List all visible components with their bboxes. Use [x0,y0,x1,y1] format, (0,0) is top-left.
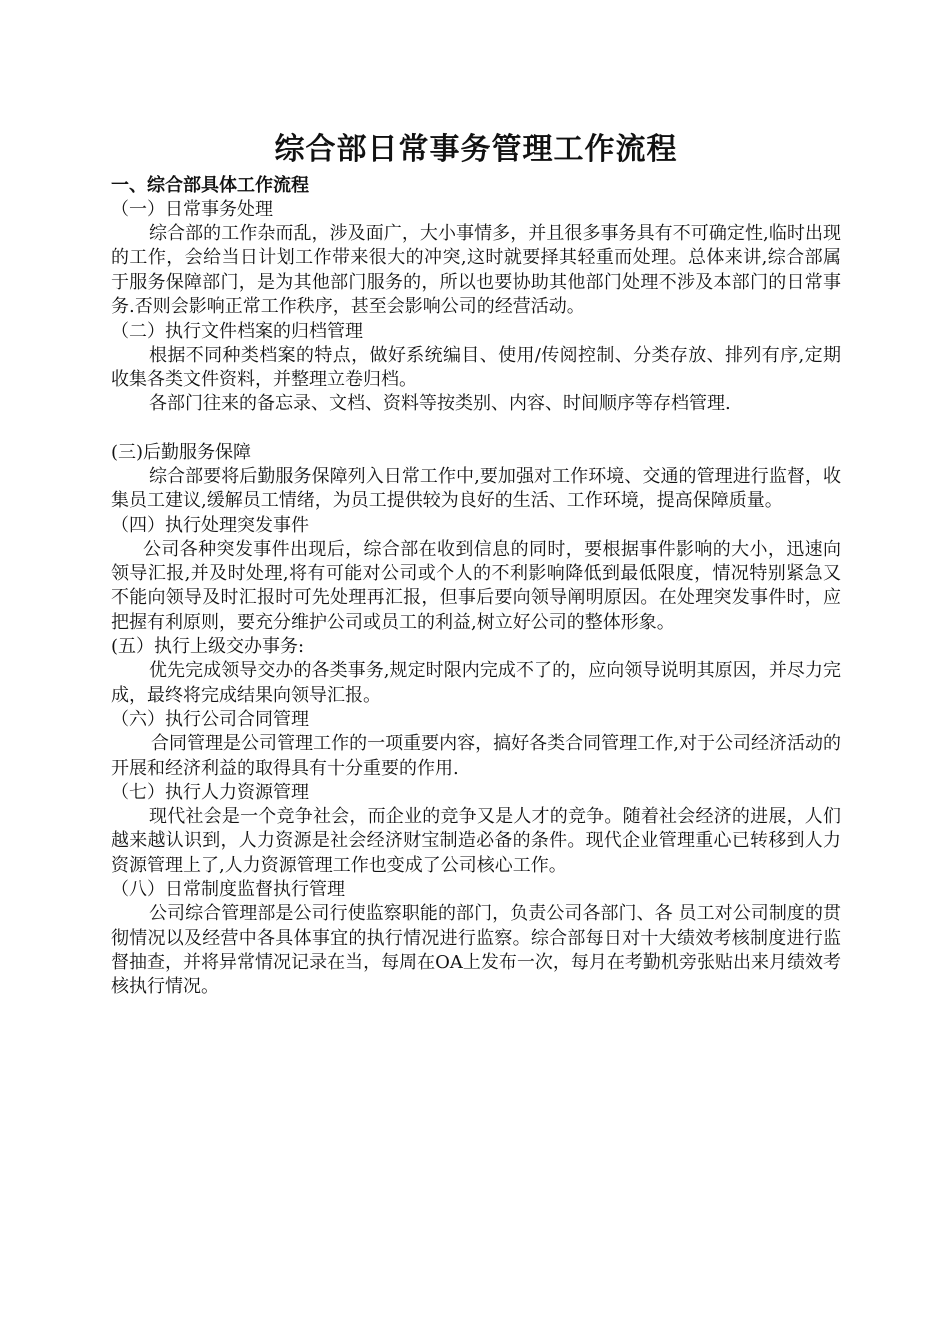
item-heading-7: （七）执行人力资源管理 [111,781,309,803]
item-heading-3: (三)后勤服务保障 [111,441,252,463]
item-paragraph-2b: 各部门往来的备忘录、文档、资料等按类别、内容、时间顺序等存档管理. [149,393,731,415]
item-paragraph-4: 公司各种突发事件出现后，综合部在收到信息的同时，要根据事件影响的大小，迅速向领导汇报,并及时处理,将有可能对公司或个人的不利影响降低到最低限度，情况特别紧急又不能向领导及时汇报时可先处理再汇报，但事后要向领导阐明原因。在处理突发事件时，应把握有利原则，要充分维护公司或员工的利益,树立好公司的整体形象。 [111,538,841,633]
item-paragraph-1: 综合部的工作杂而乱，涉及面广，大小事情多，并且很多事务具有不可确定性,临时出现的工作，会给当日计划工作带来很大的冲突,这时就要择其轻重而处理。总体来讲,综合部属于服务保障部门，是为其他部门服务的，所以也要协助其他部门处理不涉及本部门的日常事务.否则会影响正常工作秩序，甚至会影响公司的经营活动。 [111,223,841,318]
document-title: 综合部日常事务管理工作流程 [274,132,678,167]
item-paragraph-8: 公司综合管理部是公司行使监察职能的部门，负责公司各部门、各 员工对公司制度的贯彻情况以及经营中各具体事宜的执行情况进行监察。综合部每日对十大绩效考核制度进行监督抽查，并将异常情况记录在当，每周在OA上发布一次，每月在考勤机旁张贴出来月绩效考核执行情况。 [111,903,841,998]
blank-line [111,417,841,441]
item-paragraph-5: 优先完成领导交办的各类事务,规定时限内完成不了的，应向领导说明其原因，并尽力完成，最终将完成结果向领导汇报。 [111,660,841,706]
item-heading-8: （八）日常制度监督执行管理 [111,879,345,901]
item-paragraph-2a: 根据不同种类档案的特点，做好系统编目、使用/传阅控制、分类存放、排列有序,定期收集各类文件资料，并整理立卷归档。 [111,344,841,391]
item-paragraph-3: 综合部要将后勤服务保障列入日常工作中,要加强对工作环境、交通的管理进行监督，收集员工建议,缓解员工情绪，为员工提供较为良好的生活、工作环境，提高保障质量。 [111,465,841,512]
item-heading-6: （六）执行公司合同管理 [111,709,309,731]
item-paragraph-7: 现代社会是一个竞争社会，而企业的竞争又是人才的竞争。随着社会经济的进展，人们越来越认识到，人力资源是社会经济财宝制造必备的条件。现代企业管理重心已转移到人力资源管理上了,人力资源管理工作也变成了公司核心工作。 [111,805,841,876]
item-heading-5: (五）执行上级交办事务: [111,636,305,658]
document-page [111,128,841,1000]
item-paragraph-6: 合同管理是公司管理工作的一项重要内容，搞好各类合同管理工作,对于公司经济活动的开展和经济利益的取得具有十分重要的作用. [111,733,841,779]
item-heading-4: （四）执行处理突发事件 [111,514,309,536]
item-heading-2: （二）执行文件档案的归档管理 [111,320,363,342]
item-heading-1: （一）日常事务处理 [111,199,273,220]
section-heading: 一、综合部具体工作流程 [111,175,309,196]
